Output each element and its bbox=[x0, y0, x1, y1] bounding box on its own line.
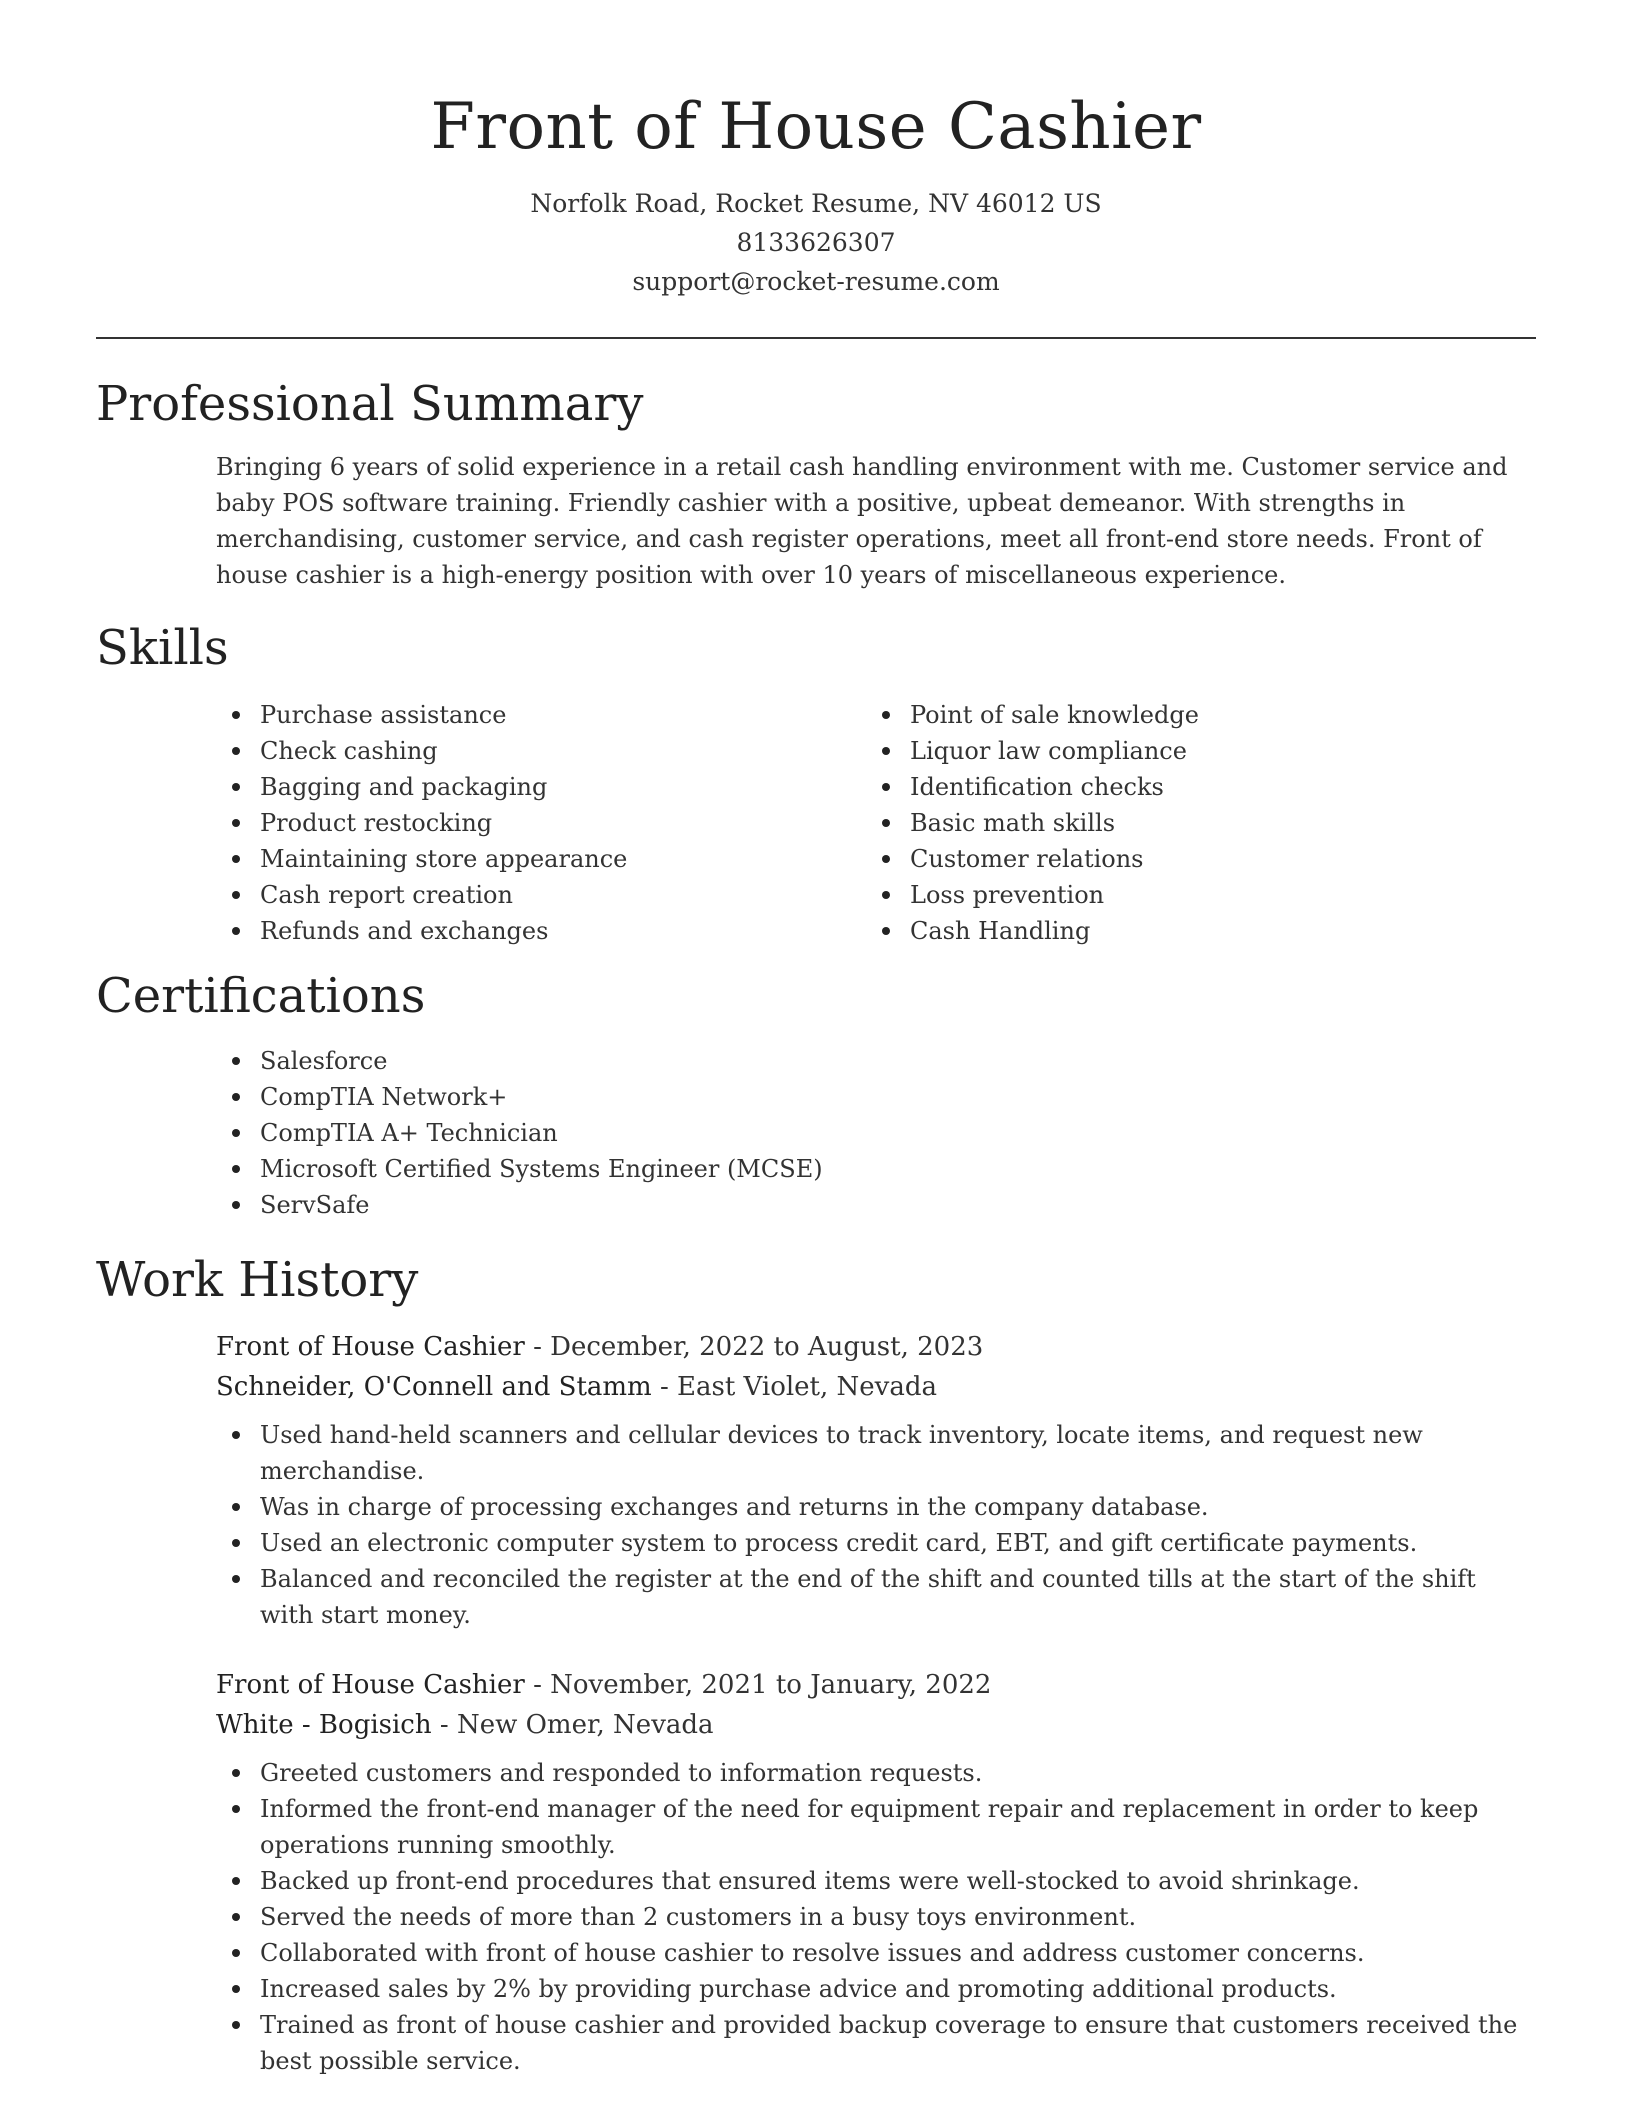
resume-header bbox=[96, 0, 1536, 301]
skills-section bbox=[96, 619, 1536, 949]
contact-block bbox=[96, 184, 1536, 301]
job-company: White - Bogisich bbox=[216, 1710, 432, 1740]
job-duty-item: Balanced and reconciled the register at the end of the shift and counted tills at the start of the shift with start money. bbox=[216, 1561, 1536, 1633]
job-title: Front of House Cashier bbox=[216, 1670, 525, 1700]
skill-item: Refunds and exchanges bbox=[216, 913, 866, 949]
job-duty-item: Used hand-held scanners and cellular devices to track inventory, locate items, and request new merchandise. bbox=[216, 1417, 1536, 1489]
certification-item: CompTIA A+ Technician bbox=[216, 1115, 1536, 1151]
job-location: - New Omer, Nevada bbox=[431, 1710, 714, 1740]
certifications-section bbox=[96, 967, 1536, 1223]
skill-item: Cash Handling bbox=[866, 913, 1516, 949]
skills-column-left bbox=[216, 697, 866, 949]
contact-email: support@rocket-resume.com bbox=[632, 267, 1000, 296]
contact-address: Norfolk Road, Rocket Resume, NV 46012 US bbox=[530, 189, 1102, 218]
job-duty-item: Backed up front-end procedures that ensured items were well-stocked to avoid shrinkage. bbox=[216, 1863, 1536, 1899]
job-duties-list bbox=[216, 1755, 1536, 2079]
summary-paragraph: Bringing 6 years of solid experience in a retail cash handling environment with me. Customer service and baby POS software training. Friendly cashier with a positive, upbeat demeanor. With strengths in merchandising, customer service, and cash register operations, meet all front-end store needs. Front of house cashier is a high-energy position with over 10 years of miscellaneous experience. bbox=[216, 453, 1508, 589]
skill-item: Bagging and packaging bbox=[216, 769, 866, 805]
skill-item: Check cashing bbox=[216, 733, 866, 769]
job-duty-item: Served the needs of more than 2 customers in a busy toys environment. bbox=[216, 1899, 1536, 1935]
certification-item: Microsoft Certified Systems Engineer (MCSE) bbox=[216, 1151, 1536, 1187]
job-entry bbox=[216, 1327, 1536, 1633]
skills-columns bbox=[216, 697, 1536, 949]
certifications-heading: Certifications bbox=[96, 968, 426, 1024]
certification-item: CompTIA Network+ bbox=[216, 1079, 1536, 1115]
certification-item: ServSafe bbox=[216, 1187, 1536, 1223]
job-title-line bbox=[216, 1665, 1536, 1705]
skill-item: Basic math skills bbox=[866, 805, 1516, 841]
skill-item: Customer relations bbox=[866, 841, 1516, 877]
skills-list-right bbox=[866, 697, 1516, 949]
job-duty-item: Collaborated with front of house cashier to resolve issues and address customer concerns. bbox=[216, 1935, 1536, 1971]
job-duty-item: Used an electronic computer system to process credit card, EBT, and gift certificate payments. bbox=[216, 1525, 1536, 1561]
certifications-list bbox=[216, 1043, 1536, 1223]
summary-heading: Professional Summary bbox=[96, 376, 644, 432]
job-dates: - December, 2022 to August, 2023 bbox=[524, 1332, 984, 1362]
job-title-line bbox=[216, 1327, 1536, 1367]
skill-item: Point of sale knowledge bbox=[866, 697, 1516, 733]
candidate-name: Front of House Cashier bbox=[430, 90, 1202, 164]
skill-item: Purchase assistance bbox=[216, 697, 866, 733]
skills-list-left bbox=[216, 697, 866, 949]
job-title: Front of House Cashier bbox=[216, 1332, 525, 1362]
job-duties-list bbox=[216, 1417, 1536, 1633]
skill-item: Loss prevention bbox=[866, 877, 1516, 913]
skill-item: Identification checks bbox=[866, 769, 1516, 805]
job-duty-item: Was in charge of processing exchanges and returns in the company database. bbox=[216, 1489, 1536, 1525]
job-company-line bbox=[216, 1367, 1536, 1407]
skill-item: Maintaining store appearance bbox=[216, 841, 866, 877]
job-duty-item: Greeted customers and responded to information requests. bbox=[216, 1755, 1536, 1791]
job-duty-item: Increased sales by 2% by providing purchase advice and promoting additional products. bbox=[216, 1971, 1536, 2007]
job-duty-item: Trained as front of house cashier and provided backup coverage to ensure that customers received the best possible service. bbox=[216, 2007, 1536, 2079]
job-company: Schneider, O'Connell and Stamm bbox=[216, 1372, 652, 1402]
skill-item: Product restocking bbox=[216, 805, 866, 841]
work-history-section bbox=[96, 1251, 1536, 2079]
certification-item: Salesforce bbox=[216, 1043, 1536, 1079]
skill-item: Liquor law compliance bbox=[866, 733, 1516, 769]
job-company-line bbox=[216, 1705, 1536, 1745]
contact-phone: 8133626307 bbox=[736, 228, 896, 257]
skill-item: Cash report creation bbox=[216, 877, 866, 913]
summary-section bbox=[96, 375, 1536, 593]
job-entry bbox=[216, 1665, 1536, 2079]
work-history-heading: Work History bbox=[96, 1252, 419, 1308]
skills-column-right bbox=[866, 697, 1516, 949]
job-dates: - November, 2021 to January, 2022 bbox=[524, 1670, 992, 1700]
header-divider bbox=[96, 337, 1536, 339]
skills-heading: Skills bbox=[96, 620, 229, 676]
job-duty-item: Informed the front-end manager of the need for equipment repair and replacement in order to keep operations running smoothly. bbox=[216, 1791, 1536, 1863]
job-location: - East Violet, Nevada bbox=[651, 1372, 937, 1402]
